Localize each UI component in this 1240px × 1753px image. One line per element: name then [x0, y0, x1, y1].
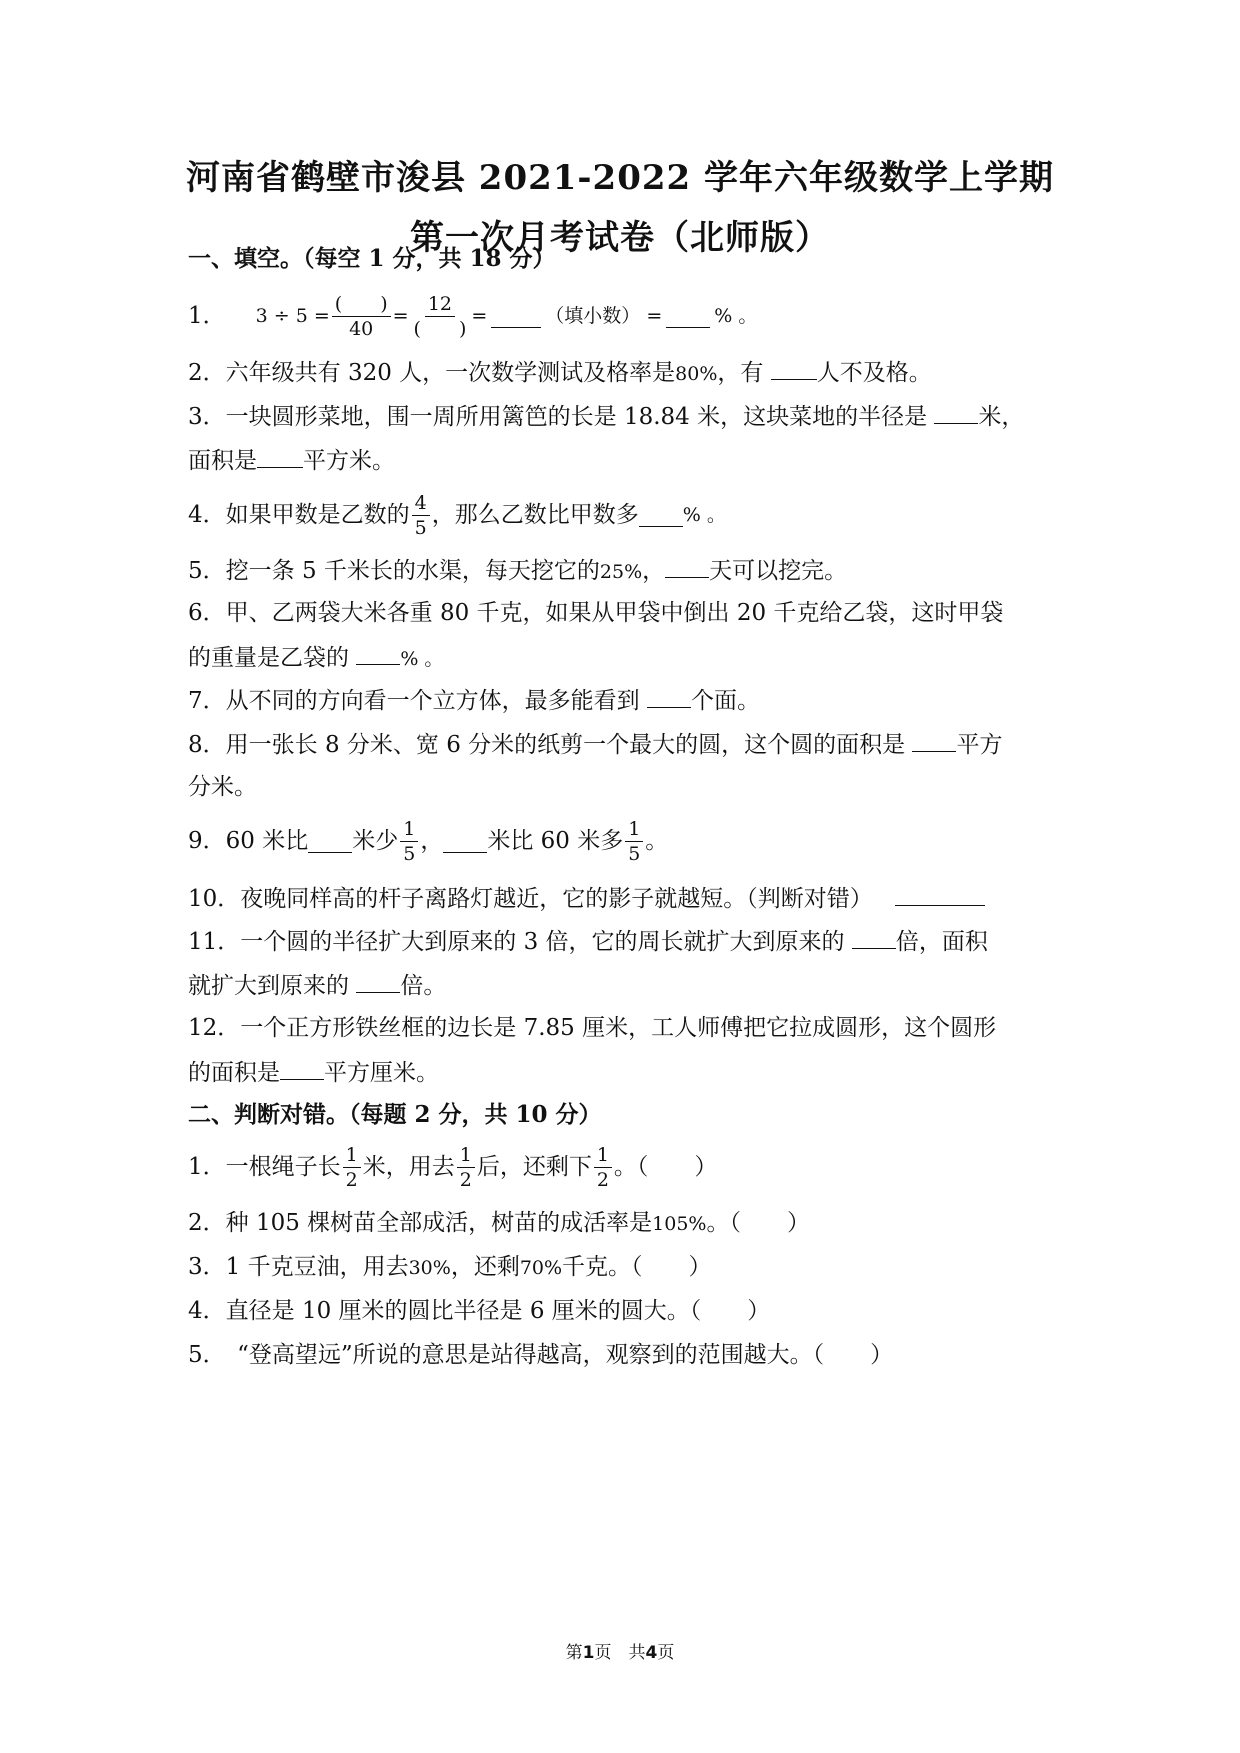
q-text: 米比 60 米多 [487, 828, 624, 854]
q-text: % 。 [400, 648, 444, 670]
answer-blank[interactable] [356, 970, 400, 993]
question-1-10 [188, 883, 985, 914]
footer-text: 页 [657, 1643, 675, 1663]
question-2-4 [188, 1296, 770, 1326]
fraction-numerator: 1 [457, 1144, 475, 1168]
exam-title-line2: 第一次月考试卷（北师版） [410, 218, 830, 258]
q-text: ， [642, 558, 666, 584]
question-1-7 [188, 685, 760, 716]
fraction-denominator: ( ) [413, 317, 467, 340]
footer-text: 第 [565, 1643, 583, 1663]
q-text: 千克。（ ） [562, 1254, 712, 1280]
fraction [343, 1144, 361, 1191]
q-text: 米， [978, 404, 1025, 430]
answer-blank[interactable] [639, 504, 683, 527]
q-text: 人不及格。 [816, 360, 932, 386]
q-expr: 3 ÷ 5 = [255, 305, 330, 327]
question-1-1 [188, 292, 758, 340]
fraction-denominator: 5 [414, 516, 427, 539]
q-text: 就扩大到原来的 [188, 973, 357, 999]
question-2-5 [188, 1340, 893, 1370]
q-percent: 105% [652, 1213, 707, 1235]
question-1-4 [188, 493, 726, 537]
answer-blank[interactable] [666, 305, 710, 328]
answer-blank[interactable] [665, 555, 709, 578]
question-2-2 [188, 1208, 810, 1239]
question-1-12-cont [188, 1057, 439, 1088]
q-text: 8．用一张长 8 分米、宽 6 分米的纸剪一个最大的圆，这个圆的面积是 [188, 732, 913, 758]
q-text: ，有 [717, 360, 771, 386]
q-text: 2．种 105 棵树苗全部成活，树苗的成活率是 [188, 1210, 653, 1236]
q-text: 9．60 米比 [188, 828, 309, 854]
equals-sign: = [471, 305, 488, 327]
q-text: 米少 [352, 828, 399, 854]
exam-title-line1: 河南省鹤壁市浚县 2021-2022 学年六年级数学上学期 [185, 158, 1055, 198]
q-text: （填小数） = [545, 305, 663, 327]
q-text: 5．挖一条 5 千米长的水渠，每天挖它的 [188, 558, 600, 584]
answer-blank[interactable] [257, 445, 303, 468]
fraction [457, 1144, 475, 1191]
fraction [594, 1144, 612, 1191]
question-2-1 [188, 1144, 717, 1190]
question-1-11-cont [188, 970, 446, 1001]
q-text: ，那么乙数比甲数多 [431, 502, 639, 528]
q-text: ，还剩 [450, 1254, 520, 1280]
fraction-denominator: 5 [628, 842, 641, 865]
fraction-numerator: 1 [594, 1144, 612, 1168]
q-text: 米，用去 [362, 1154, 455, 1180]
fraction-numerator: 4 [412, 492, 430, 516]
answer-blank[interactable] [934, 401, 978, 424]
answer-blank[interactable] [280, 1057, 324, 1080]
question-2-3 [188, 1252, 712, 1283]
q-text: 12．一个正方形铁丝框的边长是 7.85 厘米，工人师傅把它拉成圆形，这个圆形 [188, 1015, 997, 1041]
question-1-2 [188, 357, 932, 389]
q-text: 10．夜晚同样高的杆子离路灯越近，它的影子就越短。（判断对错） [188, 886, 873, 912]
question-1-9 [188, 818, 668, 864]
q-percent: 80% [675, 363, 718, 385]
q-number: 1． [188, 303, 226, 329]
q-text: 2．六年级共有 320 人，一次数学测试及格率是 [188, 360, 676, 386]
fraction-numerator: 1 [343, 1144, 361, 1168]
fraction-denominator: 2 [345, 1168, 358, 1191]
fraction-numerator: ( ) [332, 293, 391, 317]
equals-sign: = [392, 305, 409, 327]
q-text: 3．一块圆形菜地，围一周所用篱笆的长是 18.84 米，这块菜地的半径是 [188, 404, 935, 430]
fraction-numerator: 1 [400, 818, 418, 842]
section2-heading: 二、判断对错。（每题 2 分，共 10 分） [188, 1101, 602, 1128]
answer-blank[interactable] [647, 685, 691, 708]
answer-blank[interactable] [912, 729, 956, 752]
answer-blank[interactable] [443, 830, 487, 853]
question-1-12 [188, 1013, 996, 1043]
q-text: 倍。 [400, 973, 447, 999]
q-text: 平方 [956, 732, 1003, 758]
fraction [332, 293, 391, 340]
q-text: 4．直径是 10 厘米的圆比半径是 6 厘米的圆大。（ ） [188, 1298, 771, 1324]
fraction [411, 293, 470, 340]
q-text: 11．一个圆的半径扩大到原来的 3 倍，它的周长就扩大到原来的 [188, 929, 852, 955]
q-text: 的面积是 [188, 1060, 280, 1086]
page-number: 1 [582, 1643, 595, 1663]
q-text: ， [420, 828, 444, 854]
page-total: 4 [645, 1643, 658, 1663]
q-text: 。 [645, 828, 669, 854]
question-1-6 [188, 598, 1003, 628]
answer-blank[interactable] [771, 357, 817, 380]
q-text: % 。 [682, 504, 726, 526]
fraction [400, 818, 418, 865]
q-text: 天可以挖完。 [709, 558, 848, 584]
answer-blank[interactable] [491, 305, 541, 328]
q-text: 4．如果甲数是乙数的 [188, 502, 410, 528]
fraction [625, 818, 643, 865]
answer-blank[interactable] [356, 642, 400, 665]
question-1-3-cont [188, 445, 395, 476]
q-percent: 25% [599, 561, 643, 583]
page-footer [0, 1638, 1240, 1663]
q-text: 倍，面积 [895, 929, 988, 955]
fraction-denominator: 2 [459, 1168, 472, 1191]
q-text: 7．从不同的方向看一个立方体，最多能看到 [188, 688, 647, 714]
q-text: 平方米。 [303, 448, 395, 474]
q-text: 后，还剩下 [476, 1154, 592, 1180]
q-text: % 。 [714, 305, 758, 327]
q-text: 分米。 [188, 774, 257, 800]
q-text: 个面。 [690, 688, 760, 714]
fraction-denominator: 40 [349, 317, 374, 340]
answer-blank[interactable] [852, 926, 896, 949]
q-text: 。（ ） [613, 1154, 718, 1180]
footer-text: 页 共 [594, 1643, 646, 1663]
q-percent: 30% [408, 1257, 451, 1279]
fraction-denominator: 5 [403, 842, 416, 865]
question-1-8 [188, 729, 1002, 760]
q-text: 面积是 [188, 448, 257, 474]
q-text: 5． “登高望远”所说的意思是站得越高，观察到的范围越大。（ ） [188, 1342, 894, 1368]
question-1-11 [188, 926, 988, 957]
fraction-numerator: 1 [625, 818, 643, 842]
answer-blank[interactable] [895, 883, 985, 906]
question-1-3 [188, 401, 1024, 432]
q-text: 3．1 千克豆油，用去 [188, 1254, 409, 1280]
q-text: 。（ ） [706, 1210, 810, 1236]
q-text: 的重量是乙袋的 [188, 645, 357, 671]
q-percent: 70% [519, 1257, 563, 1279]
q-text: 6．甲、乙两袋大米各重 80 千克，如果从甲袋中倒出 20 千克给乙袋，这时甲袋 [188, 600, 1004, 626]
fraction [412, 492, 430, 539]
fraction-numerator: 12 [425, 293, 455, 317]
q-text: 平方厘米。 [324, 1060, 439, 1086]
fraction-denominator: 2 [596, 1168, 609, 1191]
q-text: 1．一根绳子长 [188, 1154, 341, 1180]
question-1-8-cont [188, 772, 257, 802]
question-1-5 [188, 555, 847, 587]
answer-blank[interactable] [308, 830, 352, 853]
question-1-6-cont [188, 642, 443, 674]
section1-heading: 一、填空。（每空 1 分，共 18 分） [188, 245, 556, 272]
